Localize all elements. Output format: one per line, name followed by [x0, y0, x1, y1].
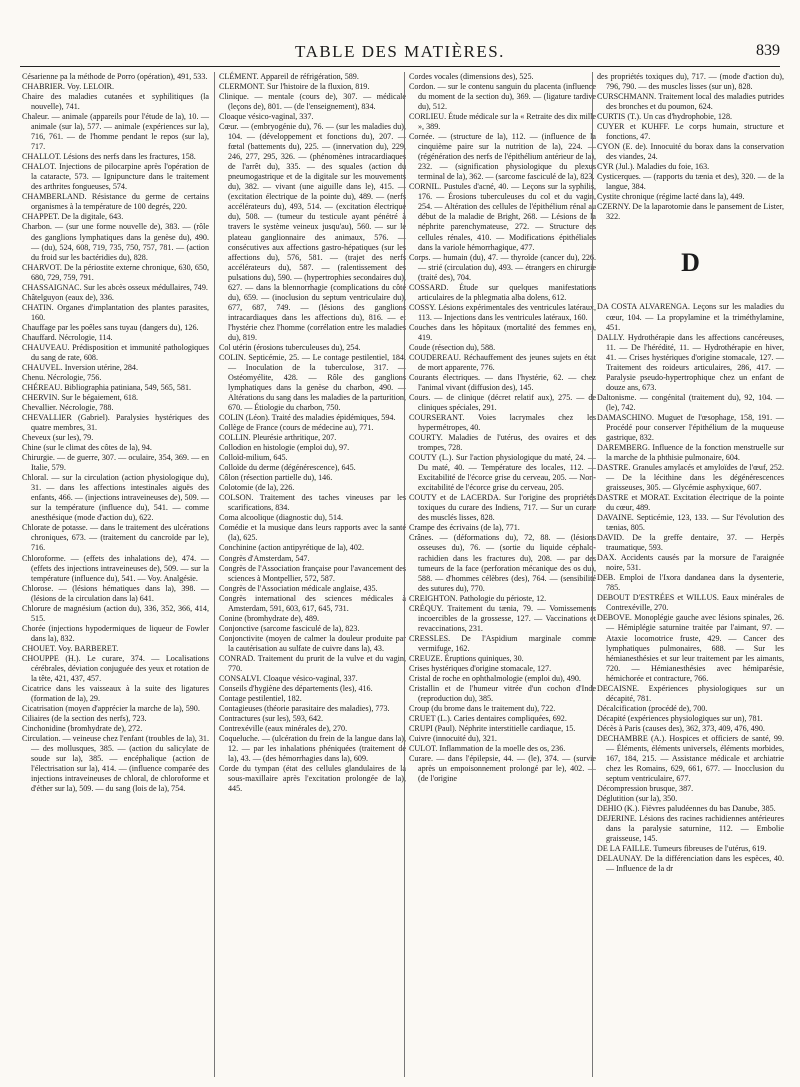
- index-entry: DAVAINE. Septicémie, 123, 133. — Sur l'évolution des tænias, 805.: [597, 513, 784, 533]
- index-entry: Crises hystériques d'origine stomacale, 127.: [409, 663, 552, 673]
- index-entry: COUTY et de LACERDA. Sur l'origine des propriétés toxiques du curare des Indiens, 717. — Sur un curare des musclés lisses, 828.: [409, 493, 596, 523]
- index-column-3: [409, 72, 596, 784]
- index-entry: Coqueluche. — (ulcération du frein de la langue dans la), 12. — par les inhalations phéniquées (traitement de la), 43. — (des hémorrhagies dans la), 609.: [219, 734, 406, 764]
- index-entry: DELAUNAY. De la différenciation dans les espèces, 40. — Influence de la dr: [597, 854, 784, 874]
- index-entry: Chine (sur le climat des côtes de la), 94.: [22, 443, 152, 453]
- index-entry: DAVID. De la greffe dentaire, 37. — Herpès traumatique, 593.: [597, 533, 784, 553]
- index-entry: Contagieuses (théorie parasitaire des maladies), 773.: [219, 703, 390, 713]
- index-entry: Chauffage par les poêles sans tuyau (dangers du), 126.: [22, 322, 199, 332]
- index-entry: Corde du tympan (état des cellules glandulaires de la sous-maxillaire après l'excitation prolongée de la), 445.: [219, 764, 406, 794]
- index-entry: Cristallin et de l'humeur vitrée d'un cochon d'Inde (reproduction du), 385.: [409, 683, 596, 703]
- index-entry: COUTY (L.). Sur l'action physiologique du maté, 24. — Du maté, 40. — Température des locales, 112. — Excitabilité de l'écorce grise du cerveau, 205. — Non-excitabilité de l'écorce grise du cerveau, 205.: [409, 453, 596, 493]
- index-entry: COURSERANT. Voies lacrymales chez les hypermétropes, 40.: [409, 413, 596, 433]
- index-entry: Décapité (expériences physiologiques sur un), 781.: [597, 713, 763, 723]
- index-entry: CULOT. Inflammation de la moelle des os, 236.: [409, 744, 566, 754]
- index-column-1: [22, 72, 209, 794]
- index-entry: CZERNY. De la laparotomie dans le pansement de Lister, 322.: [597, 202, 784, 222]
- index-entry: Cornée. — (structure de la), 112. — (influence de la cinquième paire sur la nutrition de la), 224. — (régénération des nerfs de l'épithélium antérieur de la), 232. — (signification physiologique du plexus terminal de la), 362. — (sarcome fasciculé de la), 823.: [409, 132, 596, 182]
- index-entry: Cordes vocales (dimensions des), 525.: [409, 72, 534, 81]
- index-entry: Cuivre (innocuité du), 321.: [409, 734, 497, 744]
- index-entry: CYON (E. de). Innocuité du borax dans la conservation des viandes, 24.: [597, 142, 784, 162]
- index-entry: Déglutition (sur la), 350.: [597, 794, 678, 803]
- index-entry: Chevallier. Nécrologie, 788.: [22, 403, 114, 413]
- index-entry: COURTY. Maladies de l'utérus, des ovaires et des trompes, 728.: [409, 433, 596, 453]
- index-entry: CHOUET. Voy. BARBERET.: [22, 643, 119, 653]
- index-entry: CHAUVEAU. Prédisposition et immunité pathologiques du sang de rate, 608.: [22, 342, 209, 362]
- index-entry: CHALOT. Injections de pilocarpine après l'opération de la cataracte, 573. — Ignipuncture dans le traitement des arthrites fongueuses, 574.: [22, 162, 209, 192]
- index-entry: CURSCHMANN. Traitement local des maladies putrides des bronches et du poumon, 624.: [597, 92, 784, 112]
- index-entry: COLIN (Léon). Traité des maladies épidémiques, 594.: [219, 413, 396, 423]
- index-entry: Chloral. — sur la circulation (action physiologique du), 31. — dans les affections intestinales aiguës des enfants, 466. — (injections intraveineuses de), 509. — sur la température (influence du), 541. — comme anesthésique (mode d'action du), 622.: [22, 473, 209, 523]
- header-rule: [20, 66, 780, 67]
- index-entry: Chorée (injections hypodermiques de liqueur de Fowler dans la), 832.: [22, 623, 209, 643]
- index-entry: Col utérin (érosions tuberculeuses du), 254.: [219, 342, 361, 352]
- index-entry: CHABRIER. Voy. LELOIR.: [22, 82, 115, 92]
- index-entry: DAMASCHINO. Muguet de l'œsophage, 158, 191. — Procédé pour conserver l'épithélium de la muqueuse gastrique, 832.: [597, 412, 784, 442]
- index-entry: DEHIO (K.). Fièvres paludéennes du bas Danube, 385.: [597, 804, 776, 814]
- index-entry: Chaleur. — animale (appareils pour l'étude de la), 10. — animale (sur la), 577. — animale (expériences sur la), 716, 761. — de l'homme pendant le repos (sur la), 717.: [22, 112, 209, 152]
- index-entry: Coude (résection du), 588.: [409, 342, 496, 352]
- index-entry: Circulation. — veineuse chez l'enfant (troubles de la), 31. — des mollusques, 385. — (action du salicylate de soude sur la), 385. — encéphalique (action de l'électrisation sur la), 414. — (influence comparée des injections intraveineuses de chloral, de chloroforme et d'éther sur la), 509. — du sang (lois de la), 754.: [22, 734, 209, 794]
- index-entry: CHOUPPE (H.). Le curare, 374. — Localisations cérébrales, déviation conjuguée des yeux et rotation de la tête, 421, 437, 457.: [22, 653, 209, 683]
- index-entry: Cordon. — sur le contenu sanguin du placenta (influence du moment de la section du), 369. — (ligature tardive du), 512.: [409, 82, 596, 112]
- index-entry: DASTRE et MORAT. Excitation électrique de la pointe du cœur, 489.: [597, 493, 784, 513]
- column-divider: [592, 72, 593, 1077]
- index-entry: DAREMBERG. Influence de la fonction menstruelle sur la marche de la phthisie pulmonaire, 604.: [597, 442, 784, 462]
- index-entry: CHAUVEL. Inversion utérine, 284.: [22, 362, 138, 372]
- index-entry: CHALLOT. Lésions des nerfs dans les fractures, 158.: [22, 152, 196, 162]
- index-entry: DALLY. Hydrothérapie dans les affections cancéreuses, 11. — De l'hérédité, 11. — Hydrothérapie en hiver, 41. — Crises hystériques d'origine stomacale, 127. — Traitement des roideurs articulaires, 286, 417. — Paralysie pseudo-hypertrophique chez un enfant de douze ans, 673.: [597, 332, 784, 392]
- column-divider: [214, 72, 215, 1077]
- index-entry: Chlorate de potasse. — dans le traitement des ulcérations chroniques, 673. — (traitement du cancroïde par le), 716.: [22, 523, 209, 553]
- index-entry: COSSY. Lésions expérimentales des ventricules latéraux, 113. — Injections dans les ventricules latéraux, 160.: [409, 302, 596, 322]
- index-entry: DAX. Accidents causés par la morsure de l'araignée noire, 531.: [597, 553, 784, 573]
- index-entry: COLSON. Traitement des taches vineuses par les scarifications, 834.: [219, 493, 406, 513]
- index-entry: Décès à Paris (causes des), 362, 373, 409, 476, 490.: [597, 723, 765, 733]
- section-letter: D: [681, 248, 700, 278]
- index-entry: Clinique. — mentale (cours de), 307. — médicale (leçons de), 801. — (de l'enseignement), 834.: [219, 92, 406, 112]
- index-entry: Curare. — dans l'épilepsie, 44. — (le), 374. — (survie après un empoisonnement prolongé par le), 402. — (de l'origine: [409, 754, 596, 784]
- index-entry: CRUPI (Paul). Néphrite interstitielle cardiaque, 15.: [409, 724, 576, 734]
- index-entry: CLERMONT. Sur l'histoire de la fluxion, 819.: [219, 82, 370, 92]
- index-entry: CHAMBERLAND. Résistance du germe de certains organismes à la température de 100 degrés, 220.: [22, 192, 209, 212]
- index-entry: CORLIEU. Étude médicale sur la « Retraite des dix mille », 389.: [409, 112, 596, 132]
- index-entry: CRÉQUY. Traitement du tænia, 79. — Vomissements incoercibles de la grossesse, 127. — Vaccinations et revaccinations, 231.: [409, 603, 596, 633]
- page-header: [20, 42, 780, 66]
- index-entry: Congrès international des sciences médicales à Amsterdam, 591, 603, 617, 645, 731.: [219, 593, 406, 613]
- index-entry: CRESSLES. De l'Aspidium marginale comme vermifuge, 162.: [409, 633, 596, 653]
- index-entry: Décalcification (procédé de), 700.: [597, 703, 708, 713]
- index-entry: Daltonisme. — congénital (traitement du), 92, 104. — (le), 742.: [597, 392, 784, 412]
- index-entry: CHATIN. Organes d'implantation des plantes parasites, 160.: [22, 302, 209, 322]
- index-entry: Courants électriques. — dans l'hystérie, 62. — chez l'animal vivant (diffusion des), 145.: [409, 372, 596, 392]
- index-entry: DEBOUT D'ESTRÉES et WILLUS. Eaux minérales de Contrexéville, 270.: [597, 593, 784, 613]
- index-entry: Crampe des écrivains (de la), 771.: [409, 523, 520, 533]
- index-entry: Comédie et la musique dans leurs rapports avec la santé (la), 625.: [219, 523, 406, 543]
- index-entry: Chlorure de magnésium (action du), 336, 352, 366, 414, 515.: [22, 603, 209, 623]
- index-entry: CREUZE. Éruptions quiniques, 30.: [409, 653, 524, 663]
- index-entry: Cicatrisation (moyen d'apprécier la marche de la), 590.: [22, 703, 200, 713]
- index-entry: Colloïde du derme (dégénérescence), 645.: [219, 463, 356, 473]
- index-entry: Décompression brusque, 387.: [597, 783, 694, 793]
- index-entry: COUDEREAU. Réchauffement des jeunes sujets en état de mort apparente, 776.: [409, 352, 596, 372]
- index-entry: Chlorose. — (lésions hématiques dans la), 398. — (lésions de la circulation dans la) 641.: [22, 583, 209, 603]
- index-entry: CLÉMENT. Appareil de réfrigération, 589.: [219, 72, 359, 81]
- index-entry: Contractures (sur les), 593, 642.: [219, 714, 324, 723]
- index-entry: CONRAD. Traitement du prurit de la vulve et du vagin, 770.: [219, 653, 406, 673]
- index-entry: CHARVOT. De la périostite externe chronique, 630, 650, 680, 729, 759, 791.: [22, 262, 209, 282]
- index-entry: Contrexéville (eaux minérales de), 270.: [219, 724, 348, 734]
- index-entry: Couches dans les hôpitaux (mortalité des femmes en), 419.: [409, 322, 596, 342]
- index-entry: Chirurgie. — de guerre, 307. — oculaire, 354, 369. — en Italie, 579.: [22, 453, 209, 473]
- index-entry: Croup (du brome dans le traitement du), 722.: [409, 703, 556, 713]
- index-entry: Colloïd-milium, 645.: [219, 453, 288, 463]
- index-entry: Chaire des maladies cutanées et syphilitiques (la nouvelle), 741.: [22, 92, 209, 112]
- index-entry: CYR (Jul.). Maladies du foie, 163.: [597, 162, 710, 172]
- index-entry: COLLIN. Pleurésie arthritique, 207.: [219, 433, 337, 443]
- index-entry: CURTIS (T.). Un cas d'hydrophobie, 128.: [597, 112, 733, 122]
- index-entry: Collège de France (cours de médecine au), 771.: [219, 423, 374, 433]
- index-entry: Conseils d'hygiène des départements (les), 416.: [219, 683, 373, 693]
- index-entry: CREIGHTON. Pathologie du périoste, 12.: [409, 593, 547, 603]
- index-entry: CORNIL. Pustules d'acné, 40. — Leçons sur la syphilis, 176. — Érosions tuberculeuses du col et du vagin, 254. — Altération des cellules de l'épithélium rénal au début de la maladie de Bright, 268. — Lésions de la néphrite parenchymateuse, 272. — Structure des cellules rénales, 410. — Modifications épithéliales dans la variole hémorrhagique, 477.: [409, 182, 596, 252]
- column-divider: [404, 72, 405, 1077]
- index-entry: Cheveux (sur les), 79.: [22, 433, 94, 443]
- index-entry: Congrès d'Amsterdam, 547.: [219, 553, 310, 563]
- index-entry: Chauffard. Nécrologie, 114.: [22, 332, 113, 342]
- index-entry: Contage pestilentiel, 182.: [219, 693, 302, 703]
- index-entry: Cristal de roche en ophthalmologie (emploi du), 490.: [409, 673, 581, 683]
- index-entry: Conjonctive (sarcome fasciculé de la), 823.: [219, 623, 360, 633]
- index-entry: DASTRE. Granules amylacés et amyloïdes de l'œuf, 252. — De la lécithine dans les dégénérescences graisseuses, 305. — Glycémie asphyxique, 607.: [597, 462, 784, 493]
- index-entry: Cœur. — (embryogénie du), 76. — (sur les maladies du), 104. — (développement et fonctions du), 207. — fœtal (battements du), 225. — (innervation du), 229, 246, 277, 295, 326. — (phénomènes intracardiaques de l'arrêt du), 335. — des squales (action du pneumogastrique et de la digitale sur les mouvements du), 382. — vivant (une aiguille dans le), 415. — (excitation électrique de la pointe du), 489. — (nerfs accélérateurs du), 493, 514. — (excitation électrique du), 508. — (tumeur du testicule ayant pénétré à travers le système veineux jusqu'au), 560. — sur le plateau ganglionnaire des animaux, 576. — consécutives aux affections gastro-hépatiques (sur les affections du), 576, 581. — (trajet des nerfs accélérateurs du), 587. — (ralentissement des pulsations du), 590. — (hypertrophies secondaires du), 627. — dans la blennorrhagie (complications du côté du), 659. — (inoclusion du septum ventriculaire du), 677, 687, 749. — (lésions des ganglions intracardiaques dans les affections du), 816. — et l'hystérie chez l'homme (corrélation entre les maladies du), 819.: [219, 122, 406, 342]
- page-number: 839: [756, 42, 780, 59]
- index-entry: Cours. — de clinique (décret relatif aux), 275. — de cliniques spéciales, 291.: [409, 393, 596, 413]
- index-entry: DE LA FAILLE. Tumeurs fibreuses de l'utérus, 619.: [597, 844, 767, 854]
- index-column-2: [219, 72, 406, 794]
- index-entry: CHÉREAU. Bibliographia patiniana, 549, 565, 581.: [22, 382, 192, 392]
- index-entry: Chloroforme. — (effets des inhalations de), 474. — (effets des injections intraveineuses de), 509. — sur la température (influence du), 541. — Voy. Analgésie.: [22, 553, 209, 583]
- index-entry: Cicatrice dans les vaisseaux à la suite des ligatures (formation de la), 29.: [22, 683, 209, 703]
- index-entry: Ciliaires (de la section des nerfs), 723.: [22, 714, 147, 723]
- index-entry: Colotomie (de la), 226.: [219, 483, 295, 493]
- index-entry: COSSARD. Étude sur quelques manifestations articulaires de la phlegmatia alba dolens, 612.: [409, 282, 596, 302]
- index-entry: Conchinine (action antipyrétique de la), 402.: [219, 543, 364, 553]
- index-entry: CUYER et KUHFF. Le corps humain, structure et fonctions, 47.: [597, 122, 784, 142]
- index-entry: DECAISNE. Expériences physiologiques sur un décapité, 781.: [597, 683, 784, 703]
- index-entry: des propriétés toxiques du), 717. — (mode d'action du), 796, 790. — des muscles lisses (sur un), 828.: [597, 72, 784, 92]
- index-column-4: [597, 72, 784, 874]
- index-entry: Corps. — humain (du), 47. — thyroïde (cancer du), 226. — strié (circulation du), 493. — étrangers en chirurgie (traité des), 704.: [409, 252, 596, 282]
- index-entry: CHAPPET. De la digitale, 643.: [22, 212, 124, 222]
- index-entry: DEJERINE. Lésions des racines rachidiennes antérieures dans la paralysie saturnine, 112. — Embolie graisseuse, 145.: [597, 814, 784, 844]
- index-entry: Côlon (résection partielle du), 146.: [219, 473, 333, 483]
- index-entry: Chenu. Nécrologie, 756.: [22, 372, 102, 382]
- index-entry: Cystite chronique (régime lacté dans la), 449.: [597, 192, 745, 202]
- index-entry: Congrès de l'Association française pour l'avancement des sciences à Montpellier, 572, 587.: [219, 563, 406, 583]
- index-entry: Conine (bromhydrate de), 489.: [219, 613, 320, 623]
- index-entry: Coma alcoolique (diagnostic du), 514.: [219, 513, 344, 523]
- index-entry: CHEVALLIER (Gabriel). Paralysies hystériques des quatre membres, 31.: [22, 413, 209, 433]
- index-entry: Crânes. — (déformations du), 72, 88. — (lésions osseuses du), 76. — (sortie du liquide céphalo-rachidien dans les fractures du), 208. — par des tumeurs de la face (perforation mécanique des os du), 588. — d'hommes célèbres (des), 764. — (sensibilité des sutures du), 770.: [409, 533, 596, 593]
- index-entry: CHERVIN. Sur le bégaiement, 618.: [22, 393, 139, 402]
- index-entry: COLIN. Septicémie, 25. — Le contage pestilentiel, 184. — Inoculation de la tuberculose, 317. — Ostéomyélite, 428. — Rôle des ganglions lymphatiques dans la genèse du charbon, 490. — Altérations du sang dans les maladies de la parturition, 670. — Étiologie du charbon, 750.: [219, 352, 406, 413]
- index-entry: CRUET (L.). Caries dentaires compliquées, 692.: [409, 714, 567, 723]
- index-entry: Collodion en histologie (emploi du), 97.: [219, 443, 350, 453]
- index-entry: Charbon. — (sur une forme nouvelle de), 383. — (rôle des ganglions lymphatiques dans la genèse du), 490. — (du), 524, 608, 719, 735, 750, 757, 781. — (action du froid sur les bactéridies du), 828.: [22, 222, 209, 262]
- index-entry: Châtelguyon (eaux de), 336.: [22, 292, 114, 302]
- index-entry: DEBOVE. Monoplégie gauche avec lésions spinales, 26. — Hémiplégie saturnine traitée par l'aimant, 97. — Ataxie locomotrice fruste, 429. — Cancer des lymphatiques pulmonaires, 688. — Sur les hémianesthésies et sur leur traitement par les aimants, 720. — Hémianesthésies avec hémiparésie, hémichorée et contracture, 766.: [597, 613, 784, 683]
- index-entry: CHASSAIGNAC. Sur les abcès osseux médullaires, 749.: [22, 282, 208, 292]
- index-entry: CONSALVI. Cloaque vésico-vaginal, 337.: [219, 673, 358, 683]
- index-entry: Conjonctivite (moyen de calmer la douleur produite par la cautérisation au sulfate de cuivre dans la), 43.: [219, 633, 406, 653]
- index-entry: DEB. Emploi de l'Ixora dandanea dans la dysenterie, 785.: [597, 573, 784, 593]
- index-entry: DA COSTA ALVARENGA. Leçons sur les maladies du cœur, 104. — La propylamine et la triméthylamine, 451.: [597, 302, 784, 332]
- page-title: TABLE DES MATIÈRES.: [295, 42, 505, 61]
- index-entry: Cloaque vésico-vaginal, 337.: [219, 112, 314, 122]
- index-entry: DECHAMBRE (A.). Hospices et officiers de santé, 99. — Éléments, éléments universels, éléments morbides, 167, 184, 215. — Assistance médicale et archiatrie chez les Romains, 629, 661, 677. — Inocclusion du septum ventriculaire, 677.: [597, 733, 784, 783]
- index-entry: Cinchonidine (bromhydrate de), 272.: [22, 724, 143, 734]
- index-entry: Cysticerques. — (rapports du tænia et des), 320. — de la langue, 384.: [597, 172, 784, 192]
- index-entry: Congrès de l'Association médicale anglaise, 435.: [219, 583, 378, 593]
- index-entry: Césarienne pa la méthode de Porro (opération), 491, 533.: [22, 72, 208, 81]
